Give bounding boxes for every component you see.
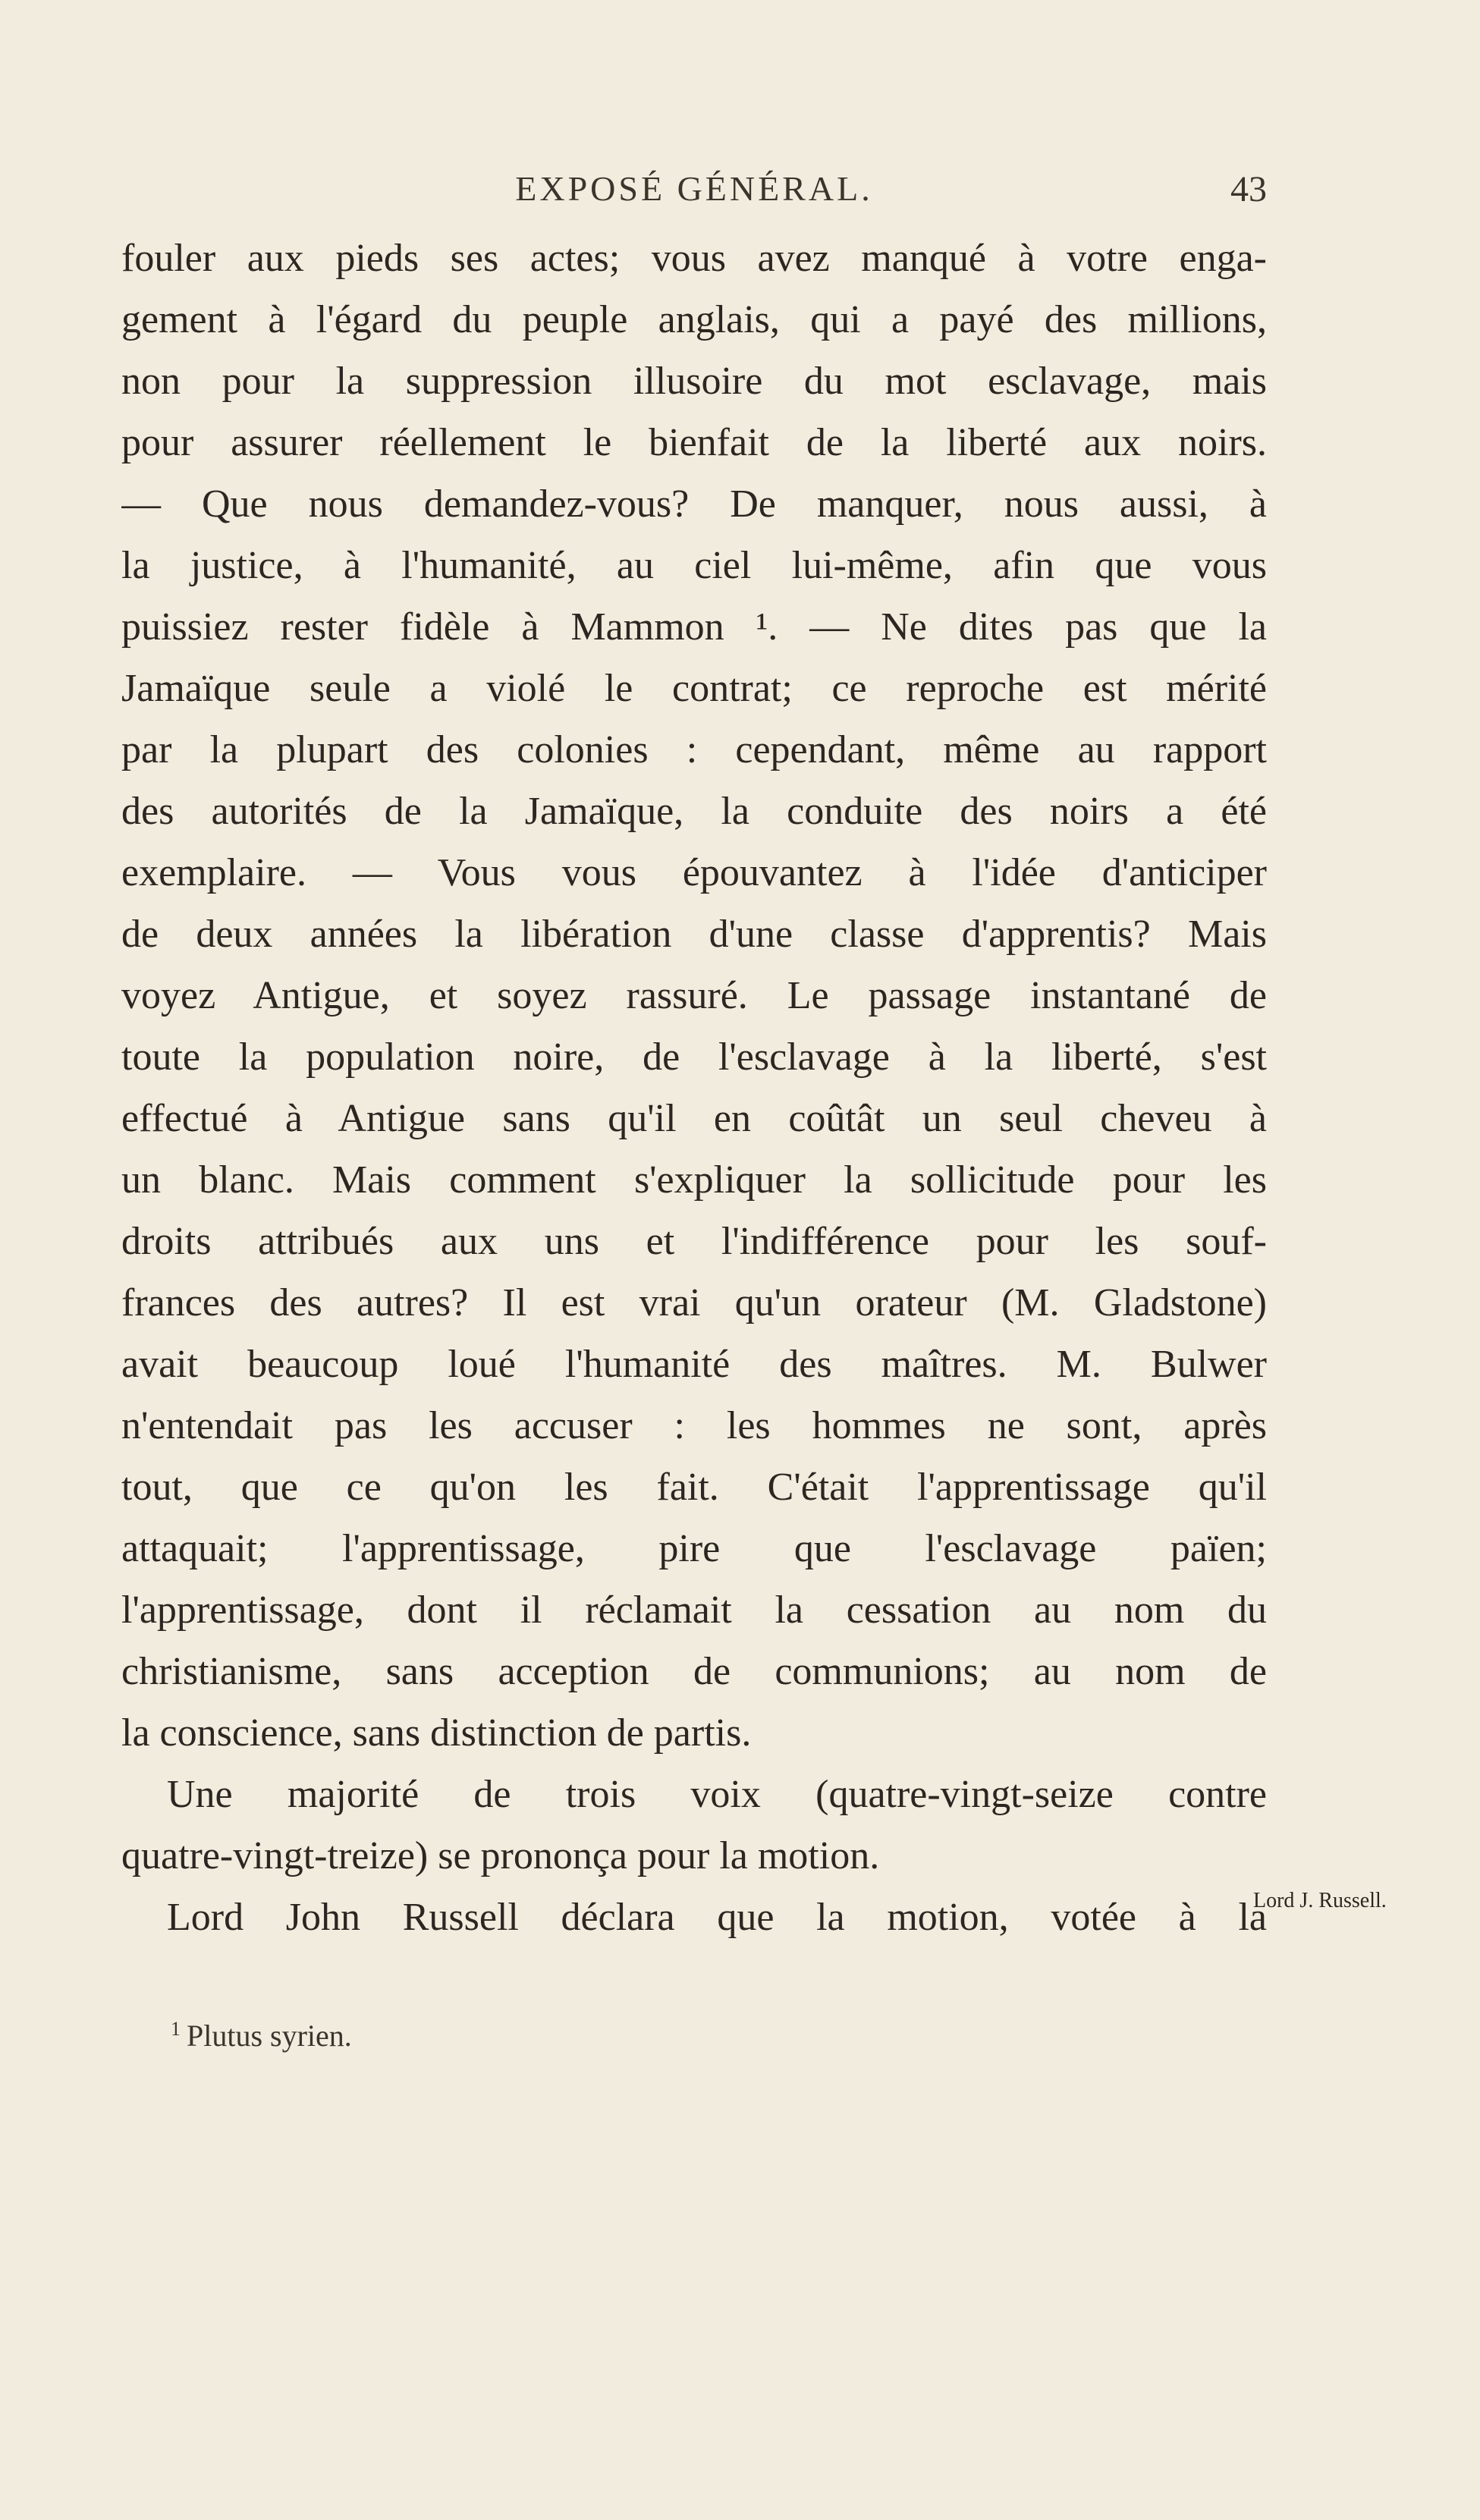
text-line: de deux années la libération d'une classe d'apprentis? Mais: [121, 913, 1267, 956]
body-text: [121, 228, 1267, 1948]
text-line: quatre-vingt-treize) se prononça pour la motion.: [121, 1834, 880, 1877]
text-line: puissiez rester fidèle à Mammon ¹. — Ne dites pas que la: [121, 605, 1267, 649]
footnote-marker: 1: [171, 2018, 181, 2040]
text-line: exemplaire. — Vous vous épouvantez à l'idée d'anticiper: [121, 851, 1267, 894]
text-line: n'entendait pas les accuser : les hommes ne sont, après: [121, 1404, 1267, 1447]
text-line: Jamaïque seule a violé le contrat; ce reproche est mérité: [121, 667, 1267, 710]
text-line: tout, que ce qu'on les fait. C'était l'apprentissage qu'il: [121, 1466, 1267, 1509]
text-line: la justice, à l'humanité, au ciel lui-même, afin que vous: [121, 544, 1267, 587]
text-line: Une majorité de trois voix (quatre-vingt-seize contre: [167, 1773, 1267, 1816]
text-line: pour assurer réellement le bienfait de la liberté aux noirs.: [121, 421, 1267, 464]
text-line: frances des autres? Il est vrai qu'un orateur (M. Gladstone): [121, 1281, 1267, 1324]
footnote-text: Plutus syrien.: [187, 2019, 352, 2053]
text-line: l'apprentissage, dont il réclamait la cessation au nom du: [121, 1588, 1267, 1632]
text-line: par la plupart des colonies : cependant, même au rapport: [121, 728, 1267, 771]
text-line: Lord John Russell déclara que la motion, votée à la: [167, 1896, 1267, 1939]
text-line: un blanc. Mais comment s'expliquer la sollicitude pour les: [121, 1158, 1267, 1202]
running-head: [121, 168, 1267, 214]
text-line: la conscience, sans distinction de partis.: [121, 1711, 752, 1755]
text-line: christianisme, sans acception de communions; au nom de: [121, 1650, 1267, 1693]
text-line: attaquait; l'apprentissage, pire que l'esclavage païen;: [121, 1527, 1267, 1570]
chapter-title: EXPOSÉ GÉNÉRAL.: [515, 169, 873, 208]
footnote: [171, 2018, 352, 2053]
text-line: — Que nous demandez-vous? De manquer, nous aussi, à: [121, 482, 1267, 526]
margin-note: Lord J. Russell.: [1253, 1889, 1387, 1912]
text-line: toute la population noire, de l'esclavage à la liberté, s'est: [121, 1035, 1267, 1079]
text-line: droits attribués aux uns et l'indifférence pour les souf-: [121, 1220, 1267, 1263]
text-line: avait beaucoup loué l'humanité des maîtres. M. Bulwer: [121, 1343, 1267, 1386]
text-line: gement à l'égard du peuple anglais, qui a payé des millions,: [121, 298, 1267, 341]
text-line: voyez Antigue, et soyez rassuré. Le passage instantané de: [121, 974, 1267, 1017]
text-line: des autorités de la Jamaïque, la conduite des noirs a été: [121, 790, 1267, 833]
text-line: non pour la suppression illusoire du mot esclavage, mais: [121, 360, 1267, 403]
page-number: 43: [1230, 169, 1267, 209]
text-line: fouler aux pieds ses actes; vous avez manqué à votre enga-: [121, 237, 1267, 280]
text-line: effectué à Antigue sans qu'il en coûtât un seul cheveu à: [121, 1097, 1267, 1140]
